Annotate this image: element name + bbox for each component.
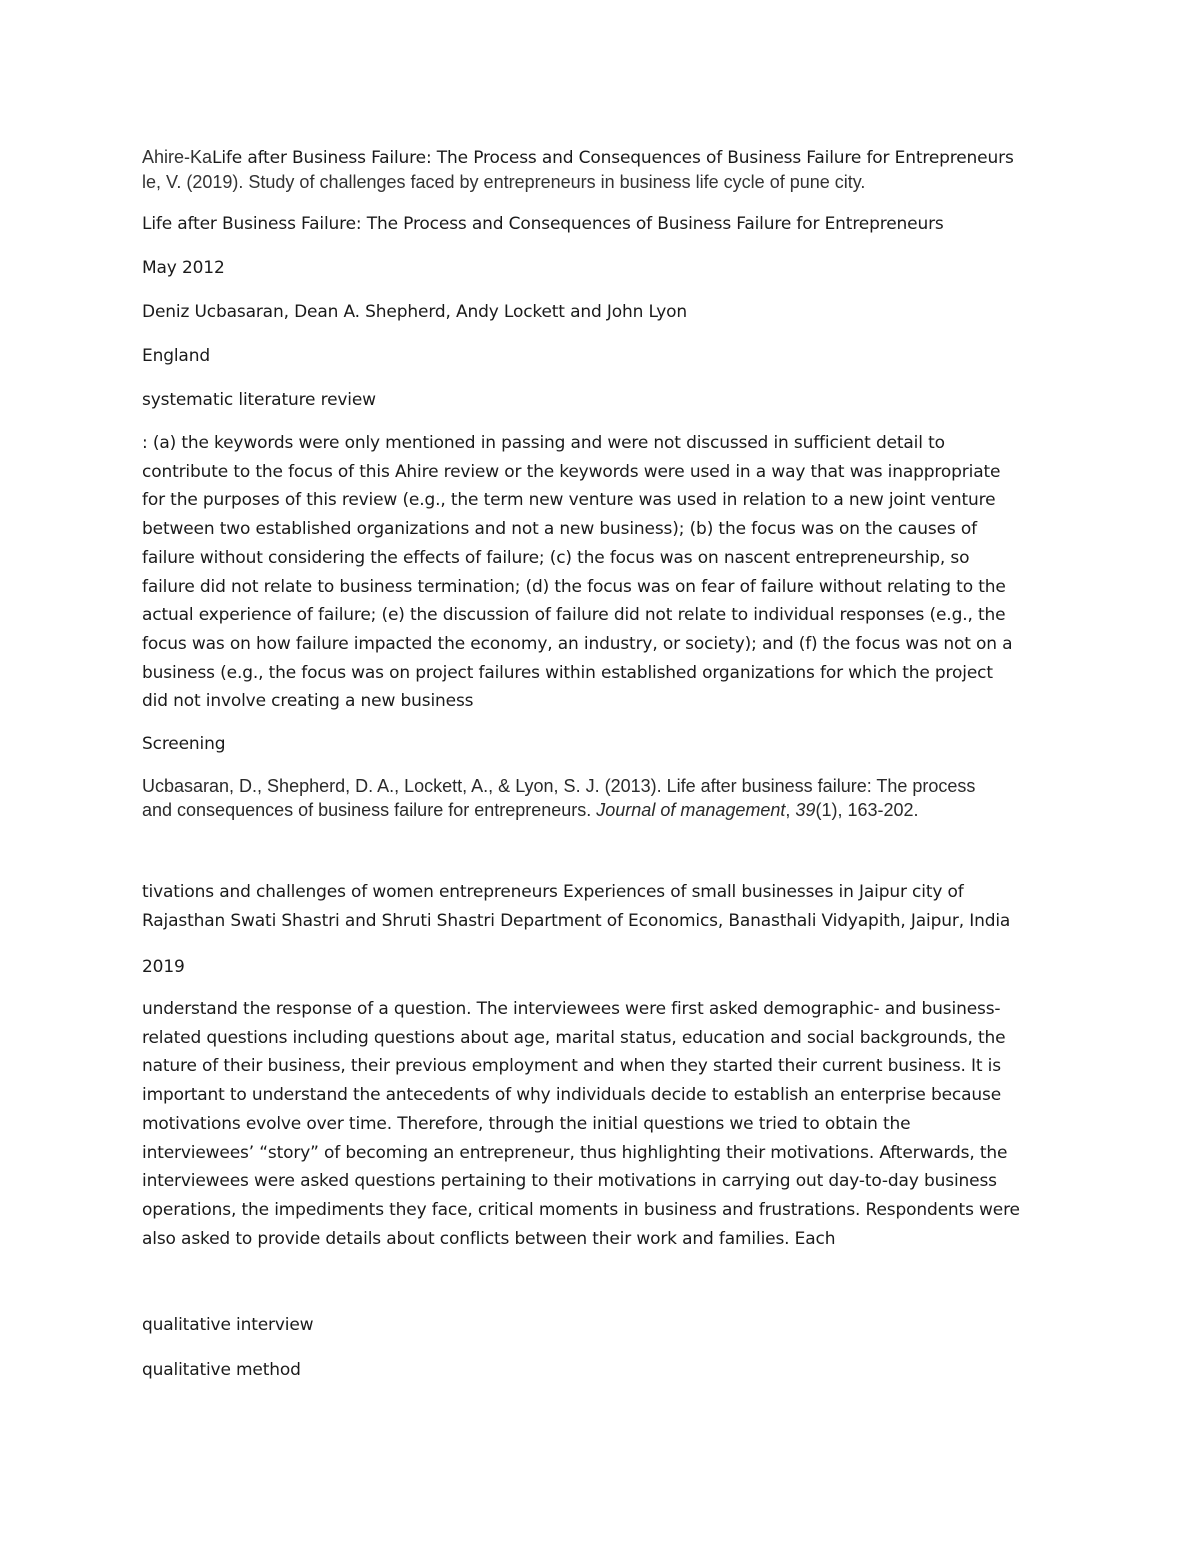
paper1-title: Life after Business Failure: The Process and Consequences of Business Failure for Entrepreneurs: [142, 214, 944, 234]
paper2-title-line: Rajasthan Swati Shastri and Shruti Shastri Department of Economics, Banasthali Vidyapith, Jaipur, India: [142, 910, 1011, 931]
body-line: understand the response of a question. The interviewees were first asked demographic- and business-: [142, 999, 1001, 1019]
paper1-date: May 2012: [142, 258, 225, 278]
header-paper-title: Life after Business Failure: The Process and Consequences of Business Failure for Entrepreneurs: [212, 148, 1014, 168]
criteria-line: business (e.g., the focus was on project failures within established organizations for which the project: [142, 662, 993, 683]
paper2-title: [142, 878, 1062, 935]
body-line: motivations evolve over time. Therefore, through the initial questions we tried to obtain the: [142, 1113, 911, 1134]
paper2-keyword-method: qualitative method: [142, 1360, 301, 1380]
paper2-body-paragraph: [142, 995, 1062, 1253]
criteria-line: did not involve creating a new business: [142, 691, 474, 712]
criteria-line: failure did not relate to business termination; (d) the focus was on fear of failure without relating to the: [142, 576, 1006, 597]
body-line: interviewees’ “story” of becoming an entrepreneur, thus highlighting their motivations. Afterwards, the: [142, 1142, 1008, 1163]
body-line: interviewees were asked questions pertaining to their motivations in carrying out day-to-day business: [142, 1171, 997, 1192]
paper1-reference: [142, 774, 975, 822]
criteria-line: contribute to the focus of this Ahire review or the keywords were used in a way that was inappropriate: [142, 461, 1001, 482]
criteria-line: focus was on how failure impacted the economy, an industry, or society); and (f) the focus was not on a: [142, 633, 1013, 654]
body-line: operations, the impediments they face, critical moments in business and frustrations. Respondents were: [142, 1199, 1020, 1220]
body-line: related questions including questions about age, marital status, education and social backgrounds, the: [142, 1027, 1006, 1048]
header-line-2: le, V. (2019). Study of challenges faced by entrepreneurs in business life cycle of pune city.: [142, 172, 866, 192]
reference-issue-pages: (1), 163-202.: [815, 800, 919, 820]
body-line: important to understand the antecedents of why individuals decide to establish an enterprise because: [142, 1085, 1002, 1106]
reference-comma: ,: [785, 800, 796, 820]
reference-line-2: [142, 798, 975, 822]
paper1-authors: Deniz Ucbasaran, Dean A. Shepherd, Andy Lockett and John Lyon: [142, 302, 688, 322]
paper1-method: systematic literature review: [142, 390, 376, 410]
criteria-line: : (a) the keywords were only mentioned in passing and were not discussed in sufficient detail to: [142, 433, 945, 453]
criteria-line: actual experience of failure; (e) the discussion of failure did not relate to individual responses (e.g., the: [142, 605, 1006, 626]
paper1-country: England: [142, 346, 210, 366]
body-line: also asked to provide details about conflicts between their work and families. Each: [142, 1228, 836, 1249]
header-author-prefix: Ahire-Ka: [142, 147, 213, 167]
reference-volume: 39: [795, 800, 816, 820]
reference-journal: Journal of management: [596, 800, 786, 820]
reference-text: and consequences of business failure for entrepreneurs.: [142, 800, 597, 820]
criteria-line: failure without considering the effects of failure; (c) the focus was on nascent entrepreneurship, so: [142, 547, 970, 568]
paper1-criteria-paragraph: [142, 429, 1062, 716]
paper2-year: 2019: [142, 957, 185, 977]
criteria-line: for the purposes of this review (e.g., the term new venture was used in relation to a new joint venture: [142, 490, 996, 511]
criteria-line: between two established organizations and not a new business); (b) the focus was on the causes of: [142, 519, 977, 540]
paper2-keyword-interview: qualitative interview: [142, 1315, 314, 1335]
reference-line-1: Ucbasaran, D., Shepherd, D. A., Lockett, A., & Lyon, S. J. (2013). Life after business failure: The process: [142, 776, 976, 796]
paper1-screening: Screening: [142, 734, 226, 754]
body-line: nature of their business, their previous employment and when they started their current business. It is: [142, 1056, 1001, 1077]
paper2-title-line: tivations and challenges of women entrepreneurs Experiences of small businesses in Jaipur city of: [142, 882, 964, 902]
header-line-1: [142, 145, 1014, 170]
